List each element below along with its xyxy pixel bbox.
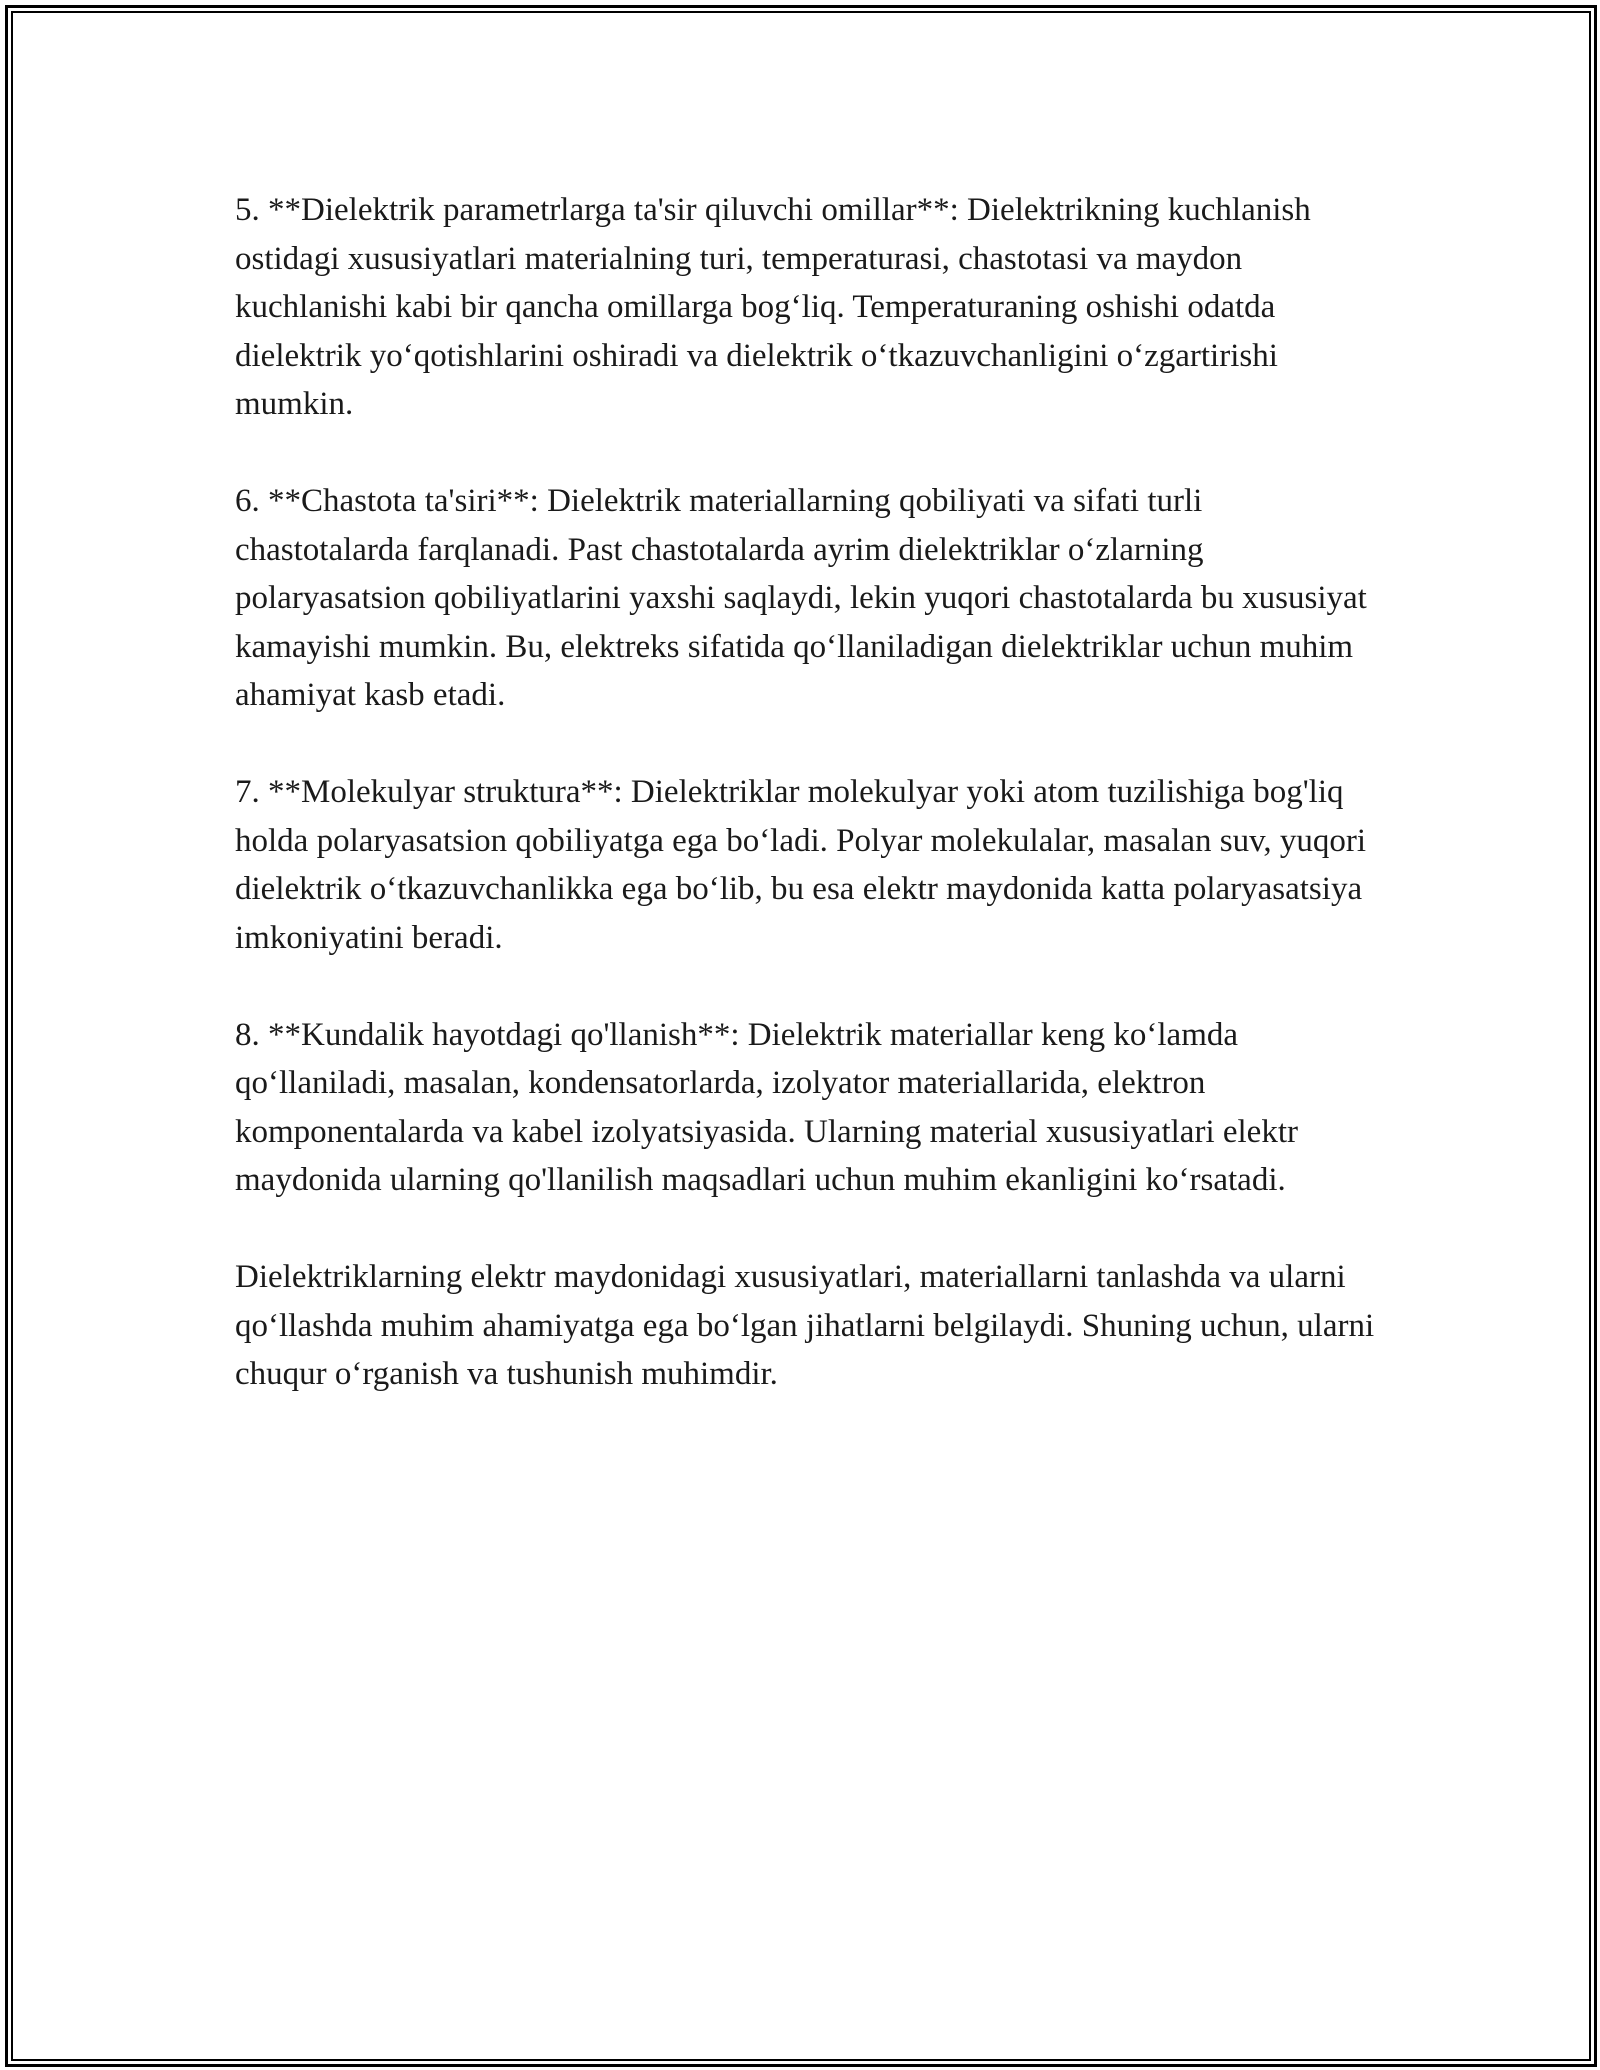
paragraph-everyday-applications: 8. **Kundalik hayotdagi qo'llanish**: Dielektrik materiallar keng ko‘lamda qo‘llaniladi, masalan, kondensatorlarda, izolyator materiallarida, elektron komponentalarda va kabel izolyatsiyasida. Ularning material xususiyatlari elektr maydonida ularning qo'llanilish maqsadlari uchun muhim ekanligini ko‘rsatadi. <box>235 1016 1298 1198</box>
paragraph-molecular-structure: 7. **Molekulyar struktura**: Dielektriklar molekulyar yoki atom tuzilishiga bog'liq holda polaryasatsion qobiliyatga ega bo‘ladi. Polyar molekulalar, masalan suv, yuqori dielektrik o‘tkazuvchanlikka ega bo‘lib, bu esa elektr maydonida katta polaryasatsiya imkoniyatini beradi. <box>235 774 1367 956</box>
paragraph-conclusion: Dielektriklarning elektr maydonidagi xususiyatlari, materiallarni tanlashda va ularni qo‘llashda muhim ahamiyatga ega bo‘lgan jihatlarni belgilaydi. Shuning uchun, ularni chuqur o‘rganish va tushunish muhimdir. <box>235 1259 1375 1392</box>
paragraph-frequency-effect: 6. **Chastota ta'siri**: Dielektrik materiallarning qobiliyati va sifati turli chastotalarda farqlanadi. Past chastotalarda ayrim dielektriklar o‘zlarning polaryasatsion qobiliyatlarini yaxshi saqlaydi, lekin yuqori chastotalarda bu xususiyat kamayishi mumkin. Bu, elektreks sifatida qo‘llaniladigan dielektriklar uchun muhim ahamiyat kasb etadi. <box>235 483 1367 713</box>
paragraph-dielectric-parameter-factors: 5. **Dielektrik parametrlarga ta'sir qiluvchi omillar**: Dielektrikning kuchlanish ostidagi xususiyatlari materialning turi, temperaturasi, chastotasi va maydon kuchlanishi kabi bir qancha omillarga bog‘liq. Temperaturaning oshishi odatda dielektrik yo‘qotishlarini oshiradi va dielektrik o‘tkazuvchanligini o‘zgartirishi mumkin. <box>235 192 1311 422</box>
document-body <box>235 186 1375 1399</box>
